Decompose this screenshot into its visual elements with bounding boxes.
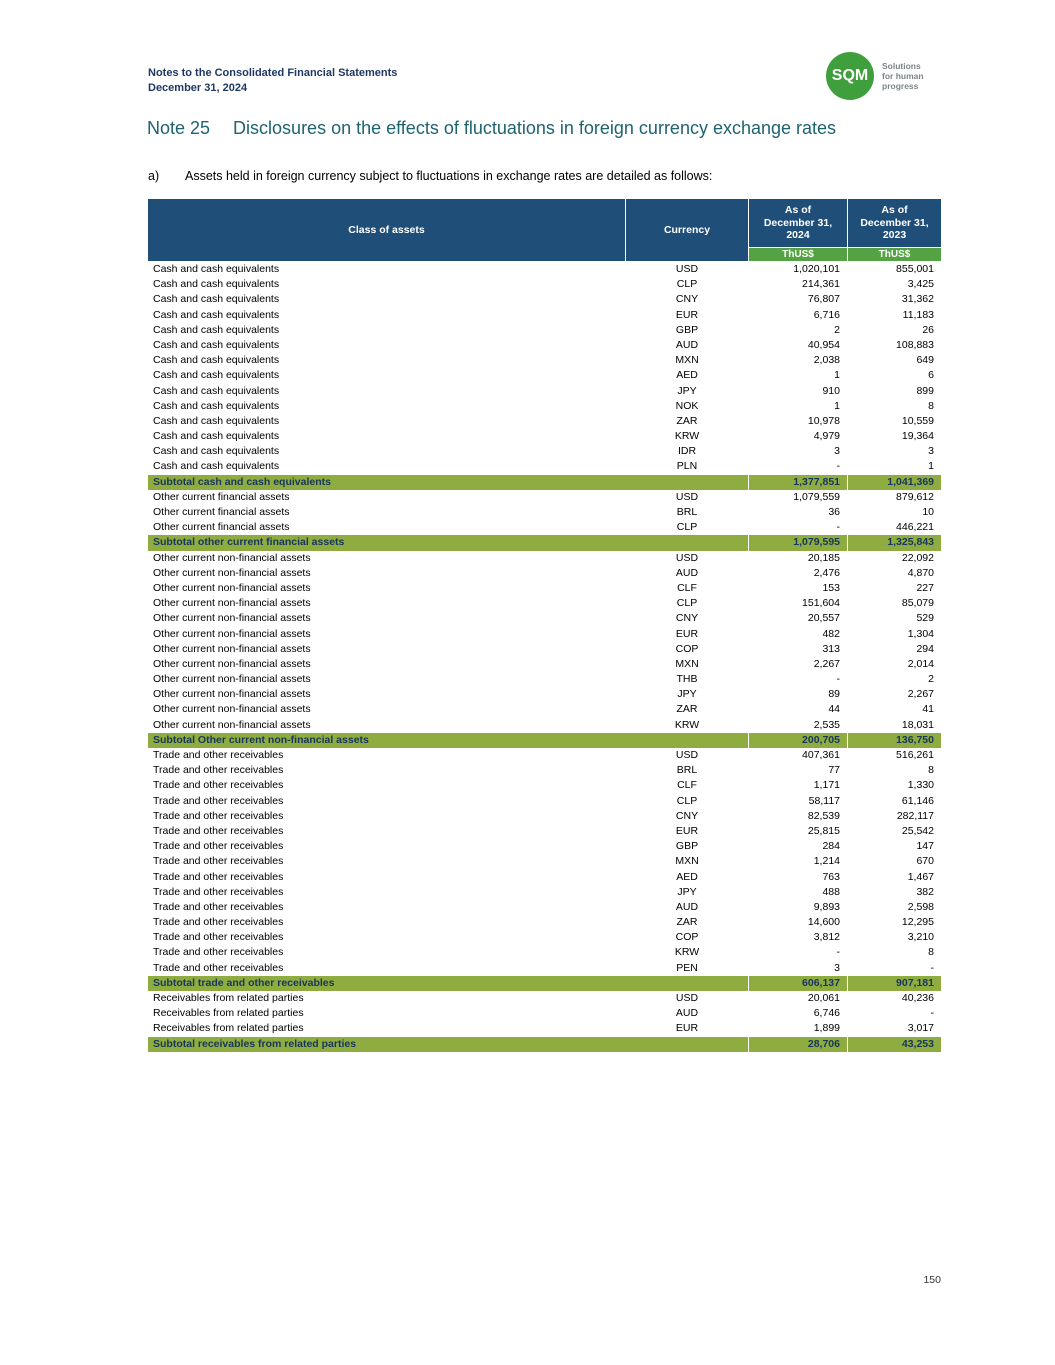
- table-row: [148, 596, 941, 611]
- currency-cell: GBP: [626, 839, 748, 854]
- asset-class-cell: Trade and other receivables: [148, 961, 625, 976]
- subtotal-row: [148, 1037, 941, 1052]
- sqm-logo-tagline: [882, 61, 924, 91]
- asset-class-cell: Other current non-financial assets: [148, 672, 625, 687]
- table-row: [148, 794, 941, 809]
- sqm-logo-text: SQM: [831, 67, 869, 84]
- table-row: [148, 900, 941, 915]
- value-2023-cell: 147: [848, 839, 941, 854]
- table-row: [148, 551, 941, 566]
- asset-class-cell: Other current non-financial assets: [148, 642, 625, 657]
- currency-cell: CNY: [626, 292, 748, 307]
- value-2023-cell: 10,559: [848, 414, 941, 429]
- subtotal-row: [148, 976, 941, 991]
- value-2024-cell: 82,539: [749, 809, 847, 824]
- value-2023-cell: 26: [848, 323, 941, 338]
- value-2024-cell: 76,807: [749, 292, 847, 307]
- asset-class-cell: Cash and cash equivalents: [148, 262, 625, 277]
- table-body: [148, 262, 941, 1052]
- asset-class-cell: Trade and other receivables: [148, 870, 625, 885]
- asset-class-cell: Trade and other receivables: [148, 778, 625, 793]
- value-2023-cell: 2: [848, 672, 941, 687]
- value-2024-cell: 763: [749, 870, 847, 885]
- currency-cell: EUR: [626, 824, 748, 839]
- value-2024-cell: 407,361: [749, 748, 847, 763]
- value-2024-cell: 151,604: [749, 596, 847, 611]
- currency-cell: USD: [626, 748, 748, 763]
- asset-class-cell: Trade and other receivables: [148, 839, 625, 854]
- doc-header-title: Notes to the Consolidated Financial Statements: [148, 67, 398, 79]
- currency-cell: IDR: [626, 444, 748, 459]
- value-2024-cell: 3,812: [749, 930, 847, 945]
- currency-cell: EUR: [626, 627, 748, 642]
- asset-class-cell: Cash and cash equivalents: [148, 353, 625, 368]
- value-2023-cell: 855,001: [848, 262, 941, 277]
- asset-class-cell: Other current non-financial assets: [148, 627, 625, 642]
- value-2024-cell: 1,377,851: [749, 475, 847, 490]
- value-2024-cell: 89: [749, 687, 847, 702]
- currency-cell: USD: [626, 551, 748, 566]
- value-2023-cell: 446,221: [848, 520, 941, 535]
- value-2023-cell: 18,031: [848, 718, 941, 733]
- asset-class-cell: Trade and other receivables: [148, 763, 625, 778]
- value-2023-cell: 31,362: [848, 292, 941, 307]
- value-2024-cell: -: [749, 945, 847, 960]
- value-2023-cell: 19,364: [848, 429, 941, 444]
- value-2023-cell: 41: [848, 702, 941, 717]
- asset-class-cell: Cash and cash equivalents: [148, 368, 625, 383]
- value-2023-cell: -: [848, 1006, 941, 1021]
- value-2024-cell: 36: [749, 505, 847, 520]
- currency-cell: PLN: [626, 459, 748, 474]
- value-2024-cell: 2,476: [749, 566, 847, 581]
- value-2024-cell: 1,079,595: [749, 535, 847, 550]
- value-2023-cell: 382: [848, 885, 941, 900]
- asset-class-cell: Cash and cash equivalents: [148, 459, 625, 474]
- currency-cell: KRW: [626, 429, 748, 444]
- asset-class-cell: Cash and cash equivalents: [148, 399, 625, 414]
- asset-class-cell: Other current non-financial assets: [148, 611, 625, 626]
- table-row: [148, 915, 941, 930]
- page-number: 150: [923, 1274, 941, 1286]
- value-2023-cell: 899: [848, 384, 941, 399]
- value-2024-cell: 488: [749, 885, 847, 900]
- table-row: [148, 687, 941, 702]
- currency-cell: AUD: [626, 566, 748, 581]
- table-row: [148, 945, 941, 960]
- currency-cell: AUD: [626, 1006, 748, 1021]
- value-2023-cell: 516,261: [848, 748, 941, 763]
- table-row: [148, 885, 941, 900]
- value-2024-cell: 2,535: [749, 718, 847, 733]
- value-2023-cell: 649: [848, 353, 941, 368]
- value-2024-cell: 2: [749, 323, 847, 338]
- value-2024-cell: 1: [749, 368, 847, 383]
- value-2024-cell: 14,600: [749, 915, 847, 930]
- value-2024-cell: 1,214: [749, 854, 847, 869]
- value-2023-cell: 3,210: [848, 930, 941, 945]
- currency-cell: AUD: [626, 338, 748, 353]
- currency-cell: ZAR: [626, 702, 748, 717]
- value-2023-cell: 1,304: [848, 627, 941, 642]
- asset-class-cell: Cash and cash equivalents: [148, 277, 625, 292]
- value-2024-cell: 28,706: [749, 1037, 847, 1052]
- sqm-logo-mark: [826, 52, 874, 100]
- intro-paragraph: [148, 169, 712, 183]
- col-header-currency: Currency: [626, 199, 748, 261]
- table-row: [148, 930, 941, 945]
- table-row: [148, 353, 941, 368]
- table-row: [148, 520, 941, 535]
- value-2023-cell: 61,146: [848, 794, 941, 809]
- subtotal-label: Subtotal receivables from related parties: [148, 1037, 748, 1052]
- table-row: [148, 672, 941, 687]
- table-row: [148, 657, 941, 672]
- asset-class-cell: Trade and other receivables: [148, 900, 625, 915]
- value-2023-cell: 1,467: [848, 870, 941, 885]
- currency-cell: BRL: [626, 505, 748, 520]
- currency-cell: ZAR: [626, 915, 748, 930]
- asset-class-cell: Trade and other receivables: [148, 915, 625, 930]
- value-2024-cell: 1,079,559: [749, 490, 847, 505]
- value-2023-cell: 4,870: [848, 566, 941, 581]
- tagline-line: Solutions: [882, 61, 921, 71]
- asset-class-cell: Trade and other receivables: [148, 930, 625, 945]
- table-row: [148, 748, 941, 763]
- table-row: [148, 581, 941, 596]
- value-2023-cell: 294: [848, 642, 941, 657]
- asset-class-cell: Other current non-financial assets: [148, 718, 625, 733]
- currency-cell: THB: [626, 672, 748, 687]
- currency-cell: USD: [626, 262, 748, 277]
- value-2023-cell: 8: [848, 763, 941, 778]
- currency-cell: CLP: [626, 794, 748, 809]
- note-number: Note 25: [147, 118, 211, 138]
- table-row: [148, 839, 941, 854]
- asset-class-cell: Other current non-financial assets: [148, 657, 625, 672]
- asset-class-cell: Other current non-financial assets: [148, 687, 625, 702]
- currency-cell: JPY: [626, 384, 748, 399]
- subtotal-row: [148, 535, 941, 550]
- asset-class-cell: Other current non-financial assets: [148, 566, 625, 581]
- subtotal-label: Subtotal trade and other receivables: [148, 976, 748, 991]
- value-2024-cell: 40,954: [749, 338, 847, 353]
- asset-class-cell: Other current financial assets: [148, 505, 625, 520]
- value-2023-cell: 1: [848, 459, 941, 474]
- currency-cell: USD: [626, 991, 748, 1006]
- value-2023-cell: 1,330: [848, 778, 941, 793]
- value-2023-cell: 670: [848, 854, 941, 869]
- table-row: [148, 718, 941, 733]
- value-2024-cell: 606,137: [749, 976, 847, 991]
- value-2024-cell: 200,705: [749, 733, 847, 748]
- currency-cell: CLP: [626, 520, 748, 535]
- asset-class-cell: Receivables from related parties: [148, 991, 625, 1006]
- value-2024-cell: -: [749, 459, 847, 474]
- table-row: [148, 368, 941, 383]
- value-2024-cell: 20,185: [749, 551, 847, 566]
- tagline-line: for human: [882, 71, 924, 81]
- table-row: [148, 429, 941, 444]
- value-2023-cell: 2,267: [848, 687, 941, 702]
- value-2024-cell: -: [749, 672, 847, 687]
- value-2023-cell: 879,612: [848, 490, 941, 505]
- value-2023-cell: 529: [848, 611, 941, 626]
- currency-cell: CNY: [626, 611, 748, 626]
- table-row: [148, 414, 941, 429]
- table-header: [148, 199, 941, 261]
- asset-class-cell: Cash and cash equivalents: [148, 292, 625, 307]
- note-title-text: Disclosures on the effects of fluctuations in foreign currency exchange rates: [233, 118, 837, 138]
- unit-header-2024: ThUS$: [749, 248, 847, 261]
- col-header-as-of-2023: As of December 31, 2023: [848, 199, 941, 247]
- value-2024-cell: 58,117: [749, 794, 847, 809]
- subtotal-label: Subtotal other current financial assets: [148, 535, 748, 550]
- value-2024-cell: 20,061: [749, 991, 847, 1006]
- asset-class-cell: Cash and cash equivalents: [148, 323, 625, 338]
- table-row: [148, 308, 941, 323]
- asset-class-cell: Other current financial assets: [148, 490, 625, 505]
- value-2024-cell: -: [749, 520, 847, 535]
- table-row: [148, 277, 941, 292]
- table-row: [148, 642, 941, 657]
- asset-class-cell: Cash and cash equivalents: [148, 444, 625, 459]
- value-2023-cell: 136,750: [848, 733, 941, 748]
- value-2024-cell: 4,979: [749, 429, 847, 444]
- value-2024-cell: 2,038: [749, 353, 847, 368]
- value-2023-cell: 1,041,369: [848, 475, 941, 490]
- subtotal-label: Subtotal Other current non-financial assets: [148, 733, 748, 748]
- value-2023-cell: 3,425: [848, 277, 941, 292]
- value-2023-cell: 227: [848, 581, 941, 596]
- asset-class-cell: Trade and other receivables: [148, 748, 625, 763]
- subtotal-row: [148, 733, 941, 748]
- value-2024-cell: 10,978: [749, 414, 847, 429]
- currency-cell: JPY: [626, 885, 748, 900]
- asset-class-cell: Cash and cash equivalents: [148, 384, 625, 399]
- value-2024-cell: 25,815: [749, 824, 847, 839]
- currency-cell: KRW: [626, 718, 748, 733]
- value-2023-cell: 40,236: [848, 991, 941, 1006]
- currency-cell: BRL: [626, 763, 748, 778]
- table-row: [148, 399, 941, 414]
- asset-class-cell: Trade and other receivables: [148, 854, 625, 869]
- table-row: [148, 323, 941, 338]
- value-2023-cell: 3,017: [848, 1021, 941, 1036]
- value-2024-cell: 3: [749, 444, 847, 459]
- value-2023-cell: 108,883: [848, 338, 941, 353]
- asset-class-cell: Trade and other receivables: [148, 945, 625, 960]
- value-2024-cell: 482: [749, 627, 847, 642]
- subtotal-row: [148, 475, 941, 490]
- table-row: [148, 809, 941, 824]
- value-2023-cell: 22,092: [848, 551, 941, 566]
- asset-class-cell: Cash and cash equivalents: [148, 429, 625, 444]
- currency-cell: AED: [626, 870, 748, 885]
- currency-cell: PEN: [626, 961, 748, 976]
- currency-cell: CLF: [626, 778, 748, 793]
- value-2023-cell: 1,325,843: [848, 535, 941, 550]
- value-2024-cell: 2,267: [749, 657, 847, 672]
- currency-cell: CNY: [626, 809, 748, 824]
- value-2024-cell: 6,746: [749, 1006, 847, 1021]
- table-row: [148, 459, 941, 474]
- currency-cell: GBP: [626, 323, 748, 338]
- currency-cell: CLF: [626, 581, 748, 596]
- asset-class-cell: Cash and cash equivalents: [148, 414, 625, 429]
- table-row: [148, 566, 941, 581]
- value-2024-cell: 1,171: [749, 778, 847, 793]
- value-2023-cell: 10: [848, 505, 941, 520]
- value-2024-cell: 1,020,101: [749, 262, 847, 277]
- value-2023-cell: 282,117: [848, 809, 941, 824]
- asset-class-cell: Receivables from related parties: [148, 1006, 625, 1021]
- asset-class-cell: Other current non-financial assets: [148, 551, 625, 566]
- table-row: [148, 991, 941, 1006]
- value-2024-cell: 214,361: [749, 277, 847, 292]
- value-2024-cell: 9,893: [749, 900, 847, 915]
- table-row: [148, 1021, 941, 1036]
- value-2023-cell: 25,542: [848, 824, 941, 839]
- subtotal-label: Subtotal cash and cash equivalents: [148, 475, 748, 490]
- table-row: [148, 824, 941, 839]
- table-row: [148, 490, 941, 505]
- currency-cell: KRW: [626, 945, 748, 960]
- currency-cell: USD: [626, 490, 748, 505]
- currency-cell: MXN: [626, 854, 748, 869]
- table-row: [148, 961, 941, 976]
- col-header-class-of-assets: Class of assets: [148, 199, 625, 261]
- asset-class-cell: Other current non-financial assets: [148, 596, 625, 611]
- value-2024-cell: 153: [749, 581, 847, 596]
- asset-class-cell: Receivables from related parties: [148, 1021, 625, 1036]
- currency-cell: AUD: [626, 900, 748, 915]
- value-2023-cell: 11,183: [848, 308, 941, 323]
- note-title: [147, 118, 836, 139]
- table-row: [148, 611, 941, 626]
- table-row: [148, 1006, 941, 1021]
- asset-class-cell: Trade and other receivables: [148, 885, 625, 900]
- value-2024-cell: 3: [749, 961, 847, 976]
- value-2023-cell: 2,598: [848, 900, 941, 915]
- list-marker: a): [148, 169, 160, 183]
- value-2023-cell: 85,079: [848, 596, 941, 611]
- value-2024-cell: 6,716: [749, 308, 847, 323]
- value-2024-cell: 1: [749, 399, 847, 414]
- value-2024-cell: 20,557: [749, 611, 847, 626]
- currency-cell: JPY: [626, 687, 748, 702]
- value-2024-cell: 77: [749, 763, 847, 778]
- table-row: [148, 627, 941, 642]
- value-2023-cell: -: [848, 961, 941, 976]
- intro-text: Assets held in foreign currency subject to fluctuations in exchange rates are detailed as follows:: [185, 169, 713, 183]
- asset-class-cell: Trade and other receivables: [148, 794, 625, 809]
- value-2023-cell: 12,295: [848, 915, 941, 930]
- col-header-as-of-2024: As of December 31, 2024: [749, 199, 847, 247]
- table-row: [148, 854, 941, 869]
- table-row: [148, 870, 941, 885]
- currency-cell: COP: [626, 930, 748, 945]
- sqm-logo: [826, 52, 924, 100]
- fx-assets-table: [148, 199, 941, 1052]
- table-row: [148, 763, 941, 778]
- table-row: [148, 262, 941, 277]
- value-2024-cell: 313: [749, 642, 847, 657]
- currency-cell: MXN: [626, 657, 748, 672]
- asset-class-cell: Cash and cash equivalents: [148, 308, 625, 323]
- asset-class-cell: Trade and other receivables: [148, 809, 625, 824]
- table-row: [148, 505, 941, 520]
- currency-cell: ZAR: [626, 414, 748, 429]
- currency-cell: MXN: [626, 353, 748, 368]
- value-2023-cell: 907,181: [848, 976, 941, 991]
- value-2023-cell: 43,253: [848, 1037, 941, 1052]
- value-2024-cell: 284: [749, 839, 847, 854]
- currency-cell: COP: [626, 642, 748, 657]
- tagline-line: progress: [882, 81, 919, 91]
- currency-cell: AED: [626, 368, 748, 383]
- table-row: [148, 292, 941, 307]
- table-row: [148, 702, 941, 717]
- table-row: [148, 778, 941, 793]
- currency-cell: CLP: [626, 596, 748, 611]
- value-2023-cell: 8: [848, 399, 941, 414]
- doc-header-date: December 31, 2024: [148, 82, 248, 94]
- currency-cell: CLP: [626, 277, 748, 292]
- asset-class-cell: Trade and other receivables: [148, 824, 625, 839]
- currency-cell: NOK: [626, 399, 748, 414]
- asset-class-cell: Other current financial assets: [148, 520, 625, 535]
- table-row: [148, 444, 941, 459]
- value-2023-cell: 2,014: [848, 657, 941, 672]
- value-2024-cell: 1,899: [749, 1021, 847, 1036]
- value-2024-cell: 910: [749, 384, 847, 399]
- asset-class-cell: Other current non-financial assets: [148, 581, 625, 596]
- value-2024-cell: 44: [749, 702, 847, 717]
- unit-header-2023: ThUS$: [848, 248, 941, 261]
- doc-header: [148, 66, 397, 96]
- currency-cell: EUR: [626, 1021, 748, 1036]
- value-2023-cell: 6: [848, 368, 941, 383]
- currency-cell: EUR: [626, 308, 748, 323]
- value-2023-cell: 3: [848, 444, 941, 459]
- table-row: [148, 338, 941, 353]
- asset-class-cell: Cash and cash equivalents: [148, 338, 625, 353]
- table-row: [148, 384, 941, 399]
- value-2023-cell: 8: [848, 945, 941, 960]
- asset-class-cell: Other current non-financial assets: [148, 702, 625, 717]
